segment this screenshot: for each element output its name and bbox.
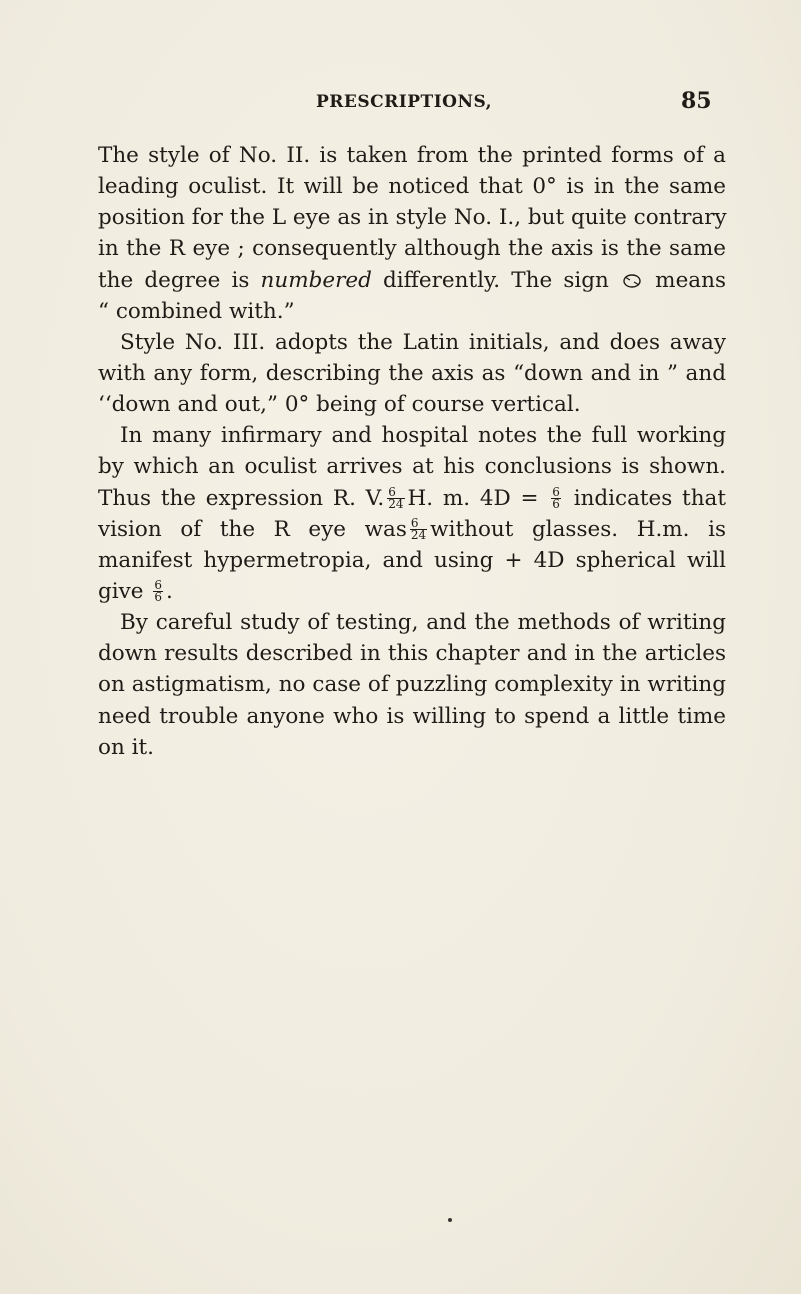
text-line	[98, 483, 726, 514]
body-text	[98, 140, 726, 763]
text-line: on astigmatism, no case of puzzling complexity in writing	[98, 672, 726, 698]
page-header	[0, 88, 801, 120]
text-line: ‘‘down and out,” 0° being of course vertical.	[98, 392, 581, 418]
fraction	[153, 580, 163, 603]
text-run: vision of the R eye was	[98, 516, 407, 542]
fraction-numerator: 6	[387, 487, 404, 499]
combined-with-sign-icon	[622, 273, 642, 289]
text-line: position for the L eye as in style No. I., but quite contrary	[98, 205, 727, 231]
running-head: PRESCRIPTIONS,	[316, 92, 493, 112]
fraction-denominator: 6	[552, 497, 560, 512]
text-run: differently. The sign	[371, 267, 609, 293]
text-run: means	[644, 267, 726, 293]
fraction-numerator: 6	[552, 485, 560, 500]
text-run: .	[165, 578, 173, 604]
ink-speck	[448, 1218, 452, 1222]
text-run: without glasses. H.m. is	[430, 516, 727, 542]
text-line: in the R eye ; consequently although the axis is the same	[98, 236, 726, 262]
fraction	[551, 487, 561, 510]
text-line: need trouble anyone who is willing to spend a little time	[98, 703, 726, 729]
text-run: Thus the expression R. V.	[98, 485, 385, 511]
fraction-denominator: 6	[154, 590, 162, 605]
fraction-denominator: 24	[410, 528, 427, 543]
text-line: with any form, describing the axis as “down and in ” and	[98, 360, 726, 386]
text-run: the degree is	[98, 267, 261, 293]
text-line: manifest hypermetropia, and using + 4D spherical will	[98, 547, 726, 573]
text-line	[98, 576, 726, 607]
text-line: By careful study of testing, and the methods of writing	[120, 610, 726, 636]
page-number: 85	[681, 88, 712, 114]
fraction	[410, 518, 427, 541]
fraction-numerator: 6	[154, 578, 162, 593]
text-line: The style of No. II. is taken from the printed forms of a	[98, 143, 726, 168]
text-run: give	[98, 578, 151, 604]
text-run: indicates that	[563, 485, 727, 511]
fraction-numerator: 6	[410, 518, 427, 530]
text-run: H. m. 4D =	[407, 485, 549, 511]
fraction-denominator: 24	[388, 497, 404, 512]
text-line	[98, 514, 726, 545]
text-line: “ combined with.”	[98, 298, 295, 324]
text-line: In many infirmary and hospital notes the full working	[120, 423, 726, 449]
text-line: leading oculist. It will be noticed that 0° is in the same	[98, 174, 726, 200]
text-line: Style No. III. adopts the Latin initials, and does away	[120, 329, 726, 355]
text-line: down results described in this chapter and in the articles	[98, 641, 726, 667]
text-line: by which an oculist arrives at his conclusions is shown.	[98, 454, 726, 480]
italic-text: numbered	[260, 267, 372, 293]
text-line	[98, 265, 726, 296]
text-line: on it.	[98, 734, 154, 760]
fraction	[387, 487, 404, 510]
